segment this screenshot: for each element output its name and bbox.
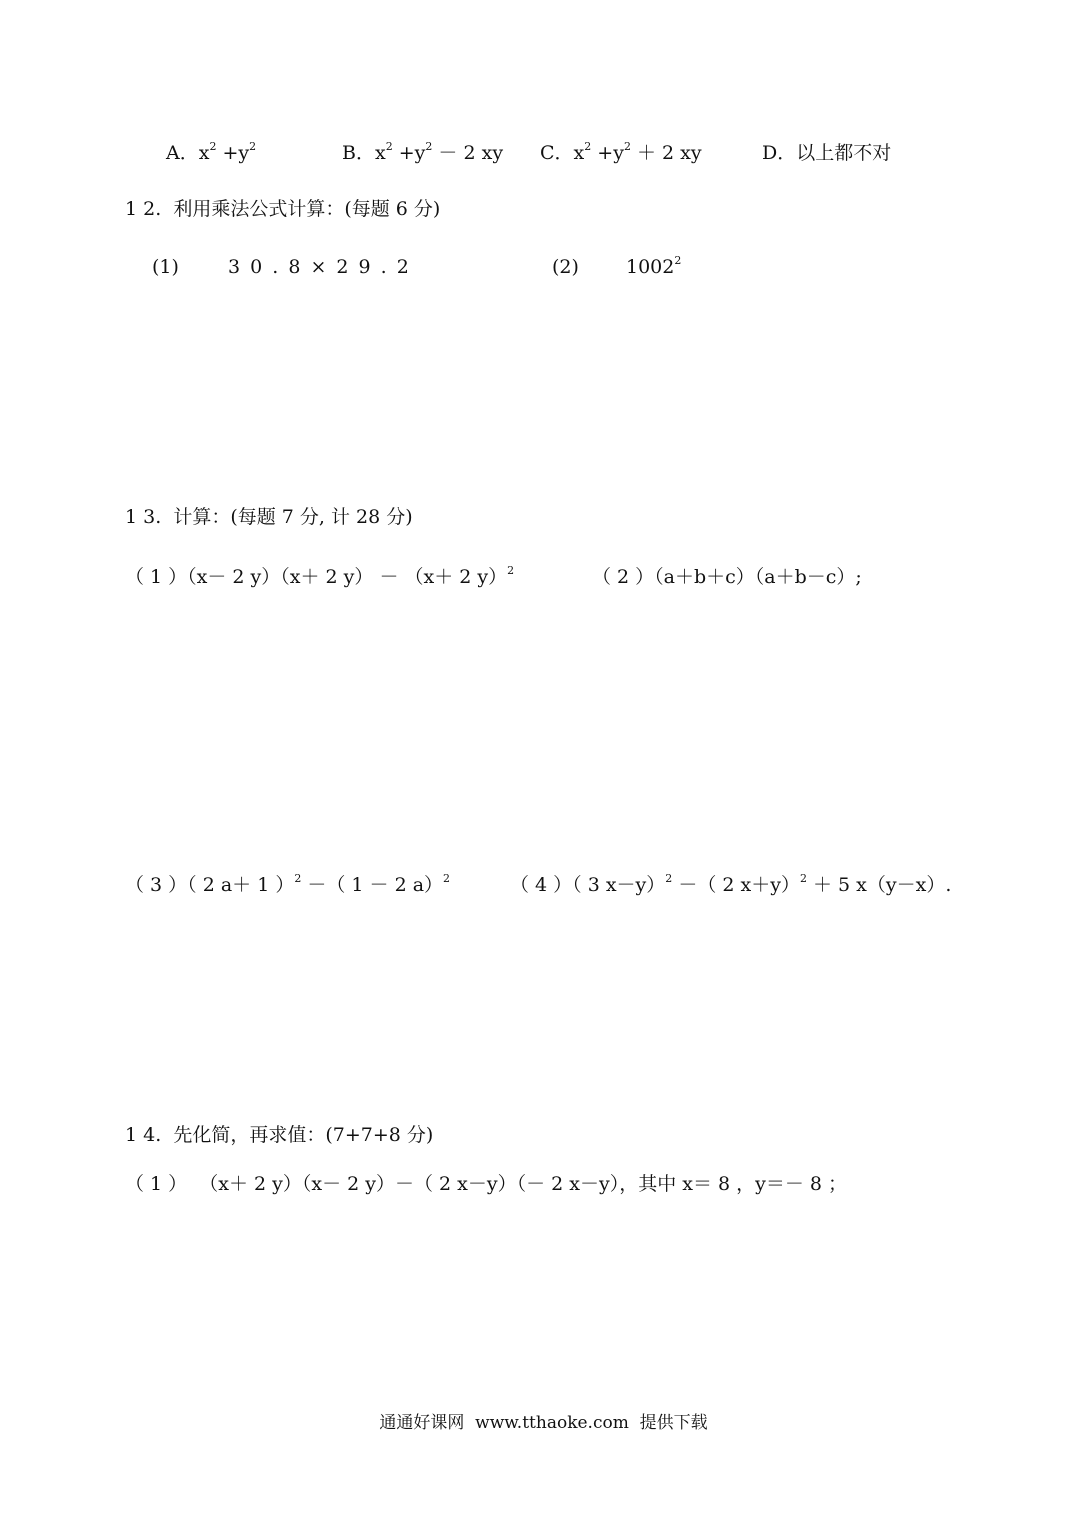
q12-part1-expression: 3 0 . 8 × 2 9 . 2	[228, 256, 411, 278]
q14-part1: （ 1 ） （x＋ 2 y）（x－ 2 y）－（ 2 x－y）（－ 2 x－y），其中 x＝ 8 ，y＝－ 8 ；	[125, 1173, 848, 1195]
q12-part2-expression: 1002$^2$	[626, 254, 682, 278]
q14-title: 1 4. 先化简，再求值：(7+7+8 分)	[125, 1124, 434, 1146]
q12-part1-label: (1)	[152, 256, 179, 278]
option-a: A．$x^2 +y^2$	[166, 140, 257, 164]
q12-part2-label: (2)	[552, 256, 579, 278]
q13-part2: （ 2 ）（a＋b＋c）（a＋b－c）;	[592, 566, 862, 588]
q13-part1: （ 1 ）（x－ 2 y）（x＋ 2 y） － （x＋ 2 y）$^2$	[125, 564, 515, 588]
q13-part4: （ 4 ）（ 3 x－y）$^2$ －（ 2 x＋y）$^2$ ＋ 5 x（y－x）.	[510, 872, 952, 896]
page-footer: 通通好课网 www.tthaoke.com 提供下载	[379, 1413, 708, 1433]
q12-title: 1 2. 利用乘法公式计算：(每题 6 分)	[125, 198, 441, 220]
q13-title: 1 3. 计算：(每题 7 分, 计 28 分)	[125, 506, 413, 528]
option-d: D．以上都不对	[762, 142, 892, 164]
q13-part3: （ 3 ）（ 2 a＋ 1 ）$^2$ －（ 1 － 2 a）$^2$	[125, 872, 451, 896]
option-b: B．$x^2 +y^2 - 2$ xy	[342, 140, 504, 164]
option-c: C．$x^2 +y^2 + 2$ xy	[540, 140, 702, 164]
